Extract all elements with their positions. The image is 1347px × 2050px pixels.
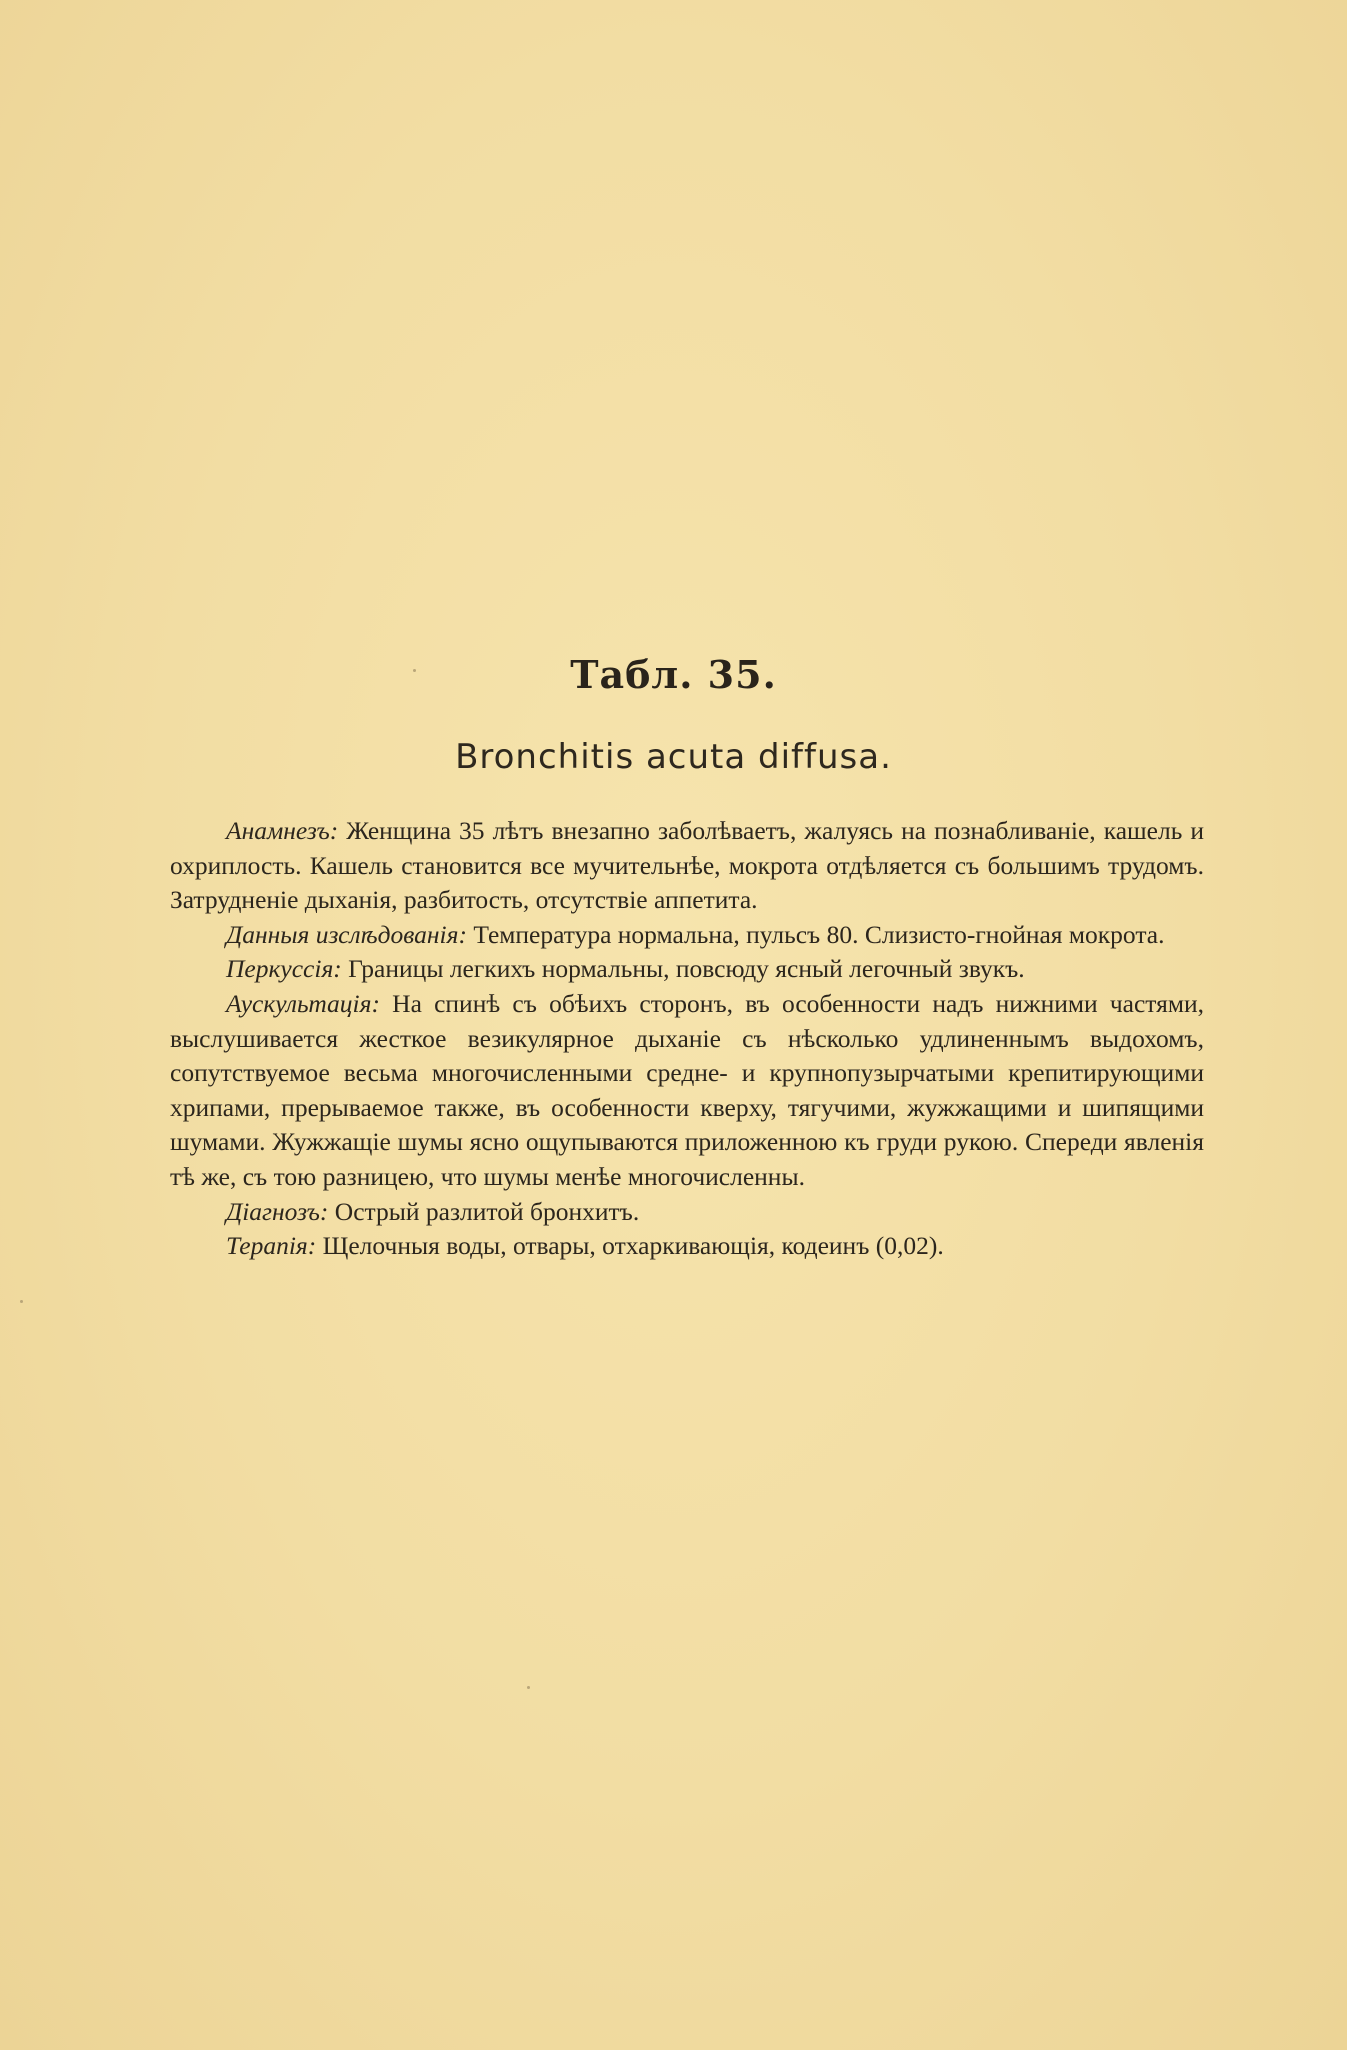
section-examination	[170, 918, 1204, 953]
document-body	[170, 814, 1204, 1264]
page-subtitle: Bronchitis acuta diffusa.	[455, 737, 892, 777]
page-title: Табл. 35.	[570, 652, 777, 697]
section-text: Границы легкихъ нормальны, повсюду ясный легочный звукъ.	[348, 954, 1025, 984]
paper-speck	[20, 1300, 23, 1303]
section-text: Острый разлитой бронхитъ.	[334, 1196, 640, 1226]
section-text: Температура нормальна, пульсъ 80. Слизисто-гнойная мокрота.	[473, 919, 1165, 949]
section-auscultation	[170, 987, 1204, 1195]
section-label: Перкуссія:	[226, 954, 342, 984]
section-diagnosis	[170, 1195, 1204, 1230]
paper-speck	[527, 1686, 530, 1689]
section-text: На спинѣ съ обѣихъ сторонъ, въ особенности надъ нижними частями, выслушивается жесткое везикулярное дыханіе съ нѣсколько удлиненнымъ выдохомъ, сопутствуемое весьма многочисленными средне- и крупнопузырчатыми крепитирующими хрипами, прерываемое также, въ особенности кверху, тягучими, жужжащими и шипящими шумами. Жужжащіе шумы ясно ощупываются приложенною къ груди рукою. Спереди явленія тѣ же, съ тою разницею, что шумы менѣе многочисленны.	[170, 988, 1204, 1191]
section-label: Діагнозъ:	[226, 1196, 329, 1226]
section-therapy	[170, 1229, 1204, 1264]
section-label: Данныя изслѣдованія:	[226, 919, 467, 949]
section-text: Щелочныя воды, отвары, отхаркивающія, кодеинъ (0,02).	[322, 1231, 944, 1261]
section-label: Анамнезъ:	[226, 816, 339, 845]
section-text: Женщина 35 лѣтъ внезапно заболѣваетъ, жалуясь на познабливаніе, кашель и охриплость. Кашель становится все мучительнѣе, мокрота отдѣляется съ большимъ трудомъ. Затрудненіе дыханія, разбитость, отсутствіе аппетита.	[170, 816, 1205, 915]
section-label: Терапія:	[226, 1231, 317, 1261]
section-anamnesis	[170, 814, 1204, 918]
section-percussion	[170, 952, 1204, 987]
section-label: Аускультація:	[226, 988, 380, 1018]
